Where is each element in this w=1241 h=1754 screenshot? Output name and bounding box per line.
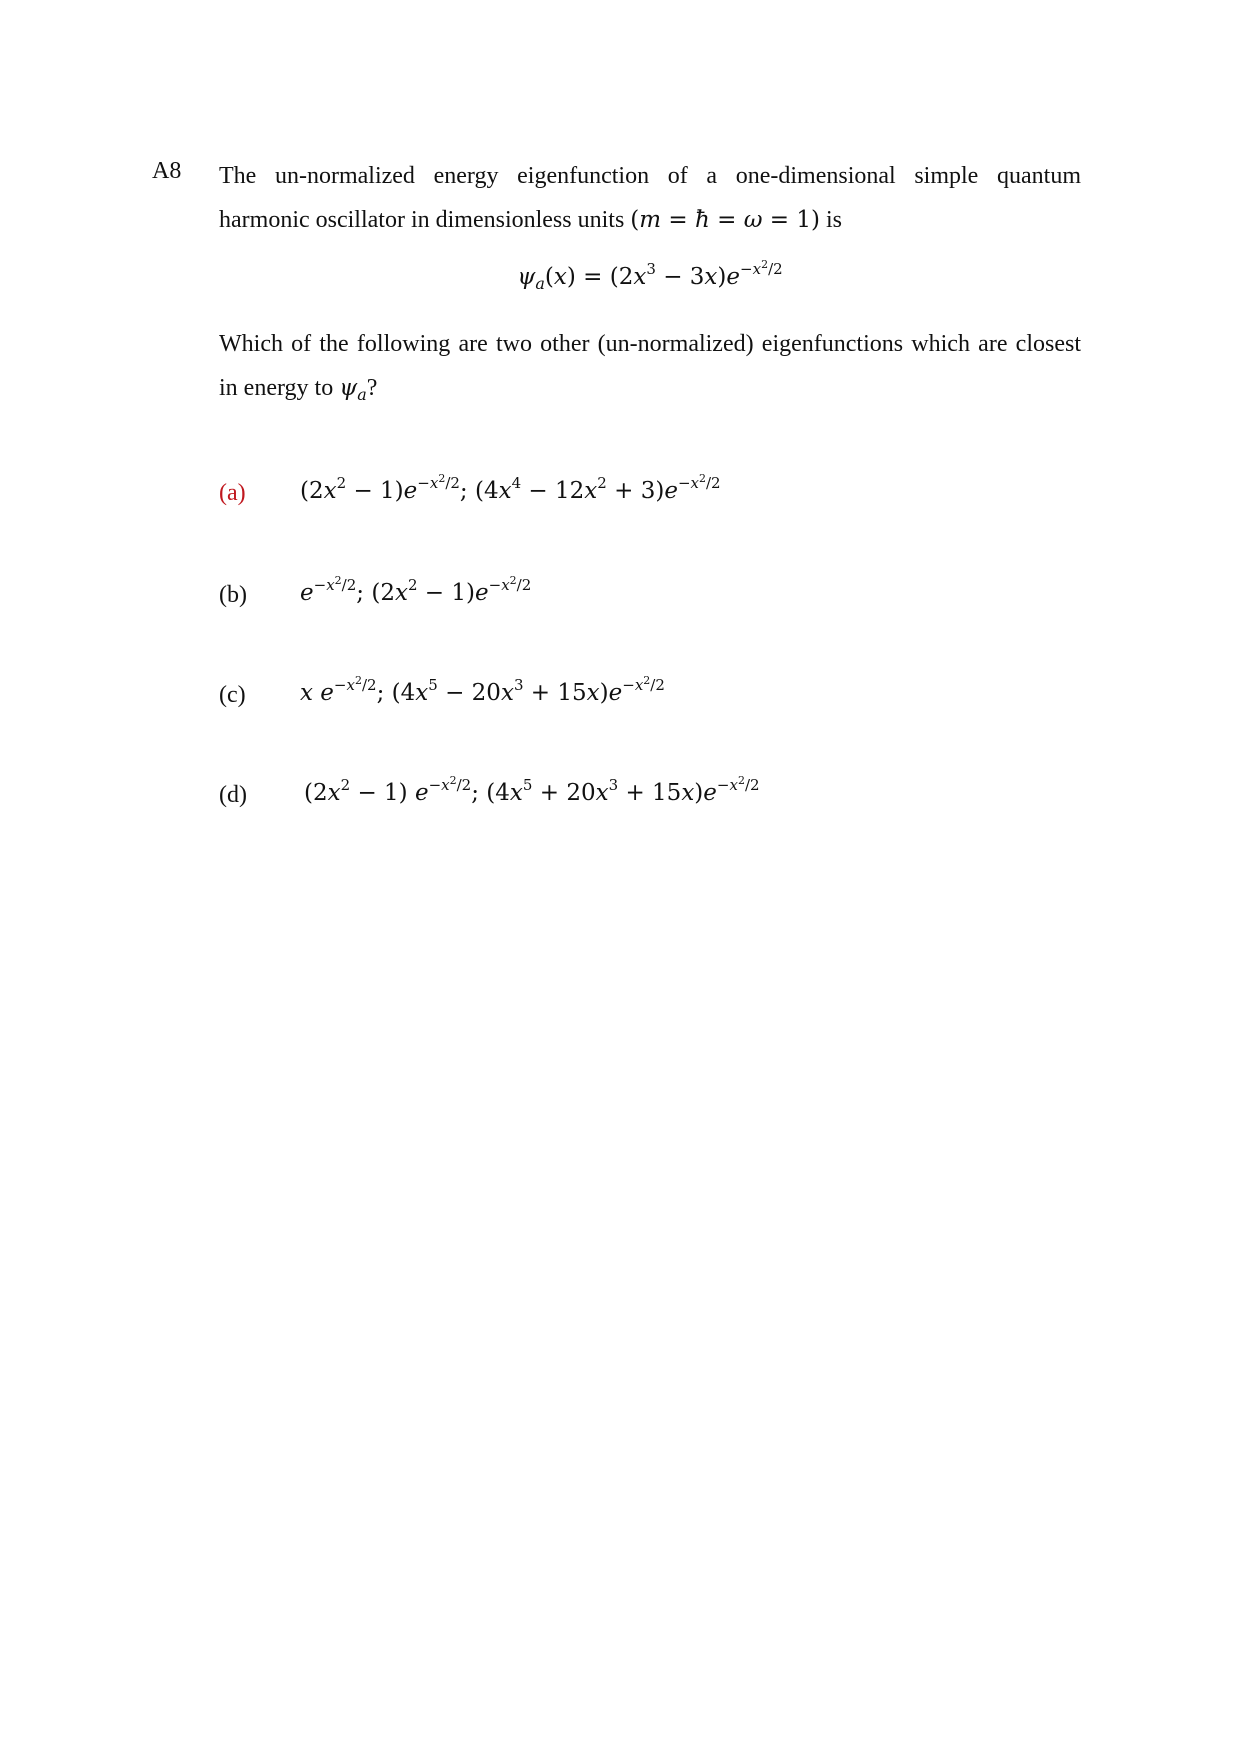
- given-eigenfunction: $\psi_a(x) = (2x^3 - 3x)e^{-x^2/2}$: [517, 258, 783, 293]
- units-expression: (m = ħ = ω = 1): [630, 207, 820, 233]
- option-a-label[interactable]: (a): [219, 480, 246, 506]
- prompt-line-1: Which of the following are two other (un-normalized) eigenfunctions which are closest: [219, 331, 1081, 357]
- option-d-label[interactable]: (d): [219, 782, 247, 808]
- option-a-expression: $(2x^2 - 1)e^{-x^2/2}$; $(4x^4 - 12x^2 + 3)e^{-x^2/2}$: [300, 472, 721, 504]
- option-d-expression: $(2x^2 - 1)$ $e^{-x^2/2}$; $(4x^5 + 20x^3 + 15x)e^{-x^2/2}$: [304, 774, 760, 806]
- option-c-label[interactable]: (c): [219, 682, 246, 708]
- intro-line-2-text: harmonic oscillator in dimensionless units: [219, 207, 625, 233]
- intro-line-1: The un-normalized energy eigenfunction of a one-dimensional simple quantum: [219, 163, 1081, 189]
- prompt-line-2: in energy to $\psi_a$?: [219, 375, 378, 404]
- question-prompt: [219, 322, 1081, 410]
- option-b-label[interactable]: (b): [219, 582, 247, 608]
- option-c-expression: x $e^{-x^2/2}$; $(4x^5 - 20x^3 + 15x)e^{-x^2/2}$: [300, 674, 665, 706]
- intro-line-2: [219, 207, 842, 233]
- question-number: A8: [152, 158, 182, 184]
- option-b-expression: $e^{-x^2/2}$; $(2x^2 - 1)e^{-x^2/2}$: [300, 574, 532, 606]
- intro-line-2-end: is: [825, 207, 842, 233]
- question-intro: [219, 154, 1081, 242]
